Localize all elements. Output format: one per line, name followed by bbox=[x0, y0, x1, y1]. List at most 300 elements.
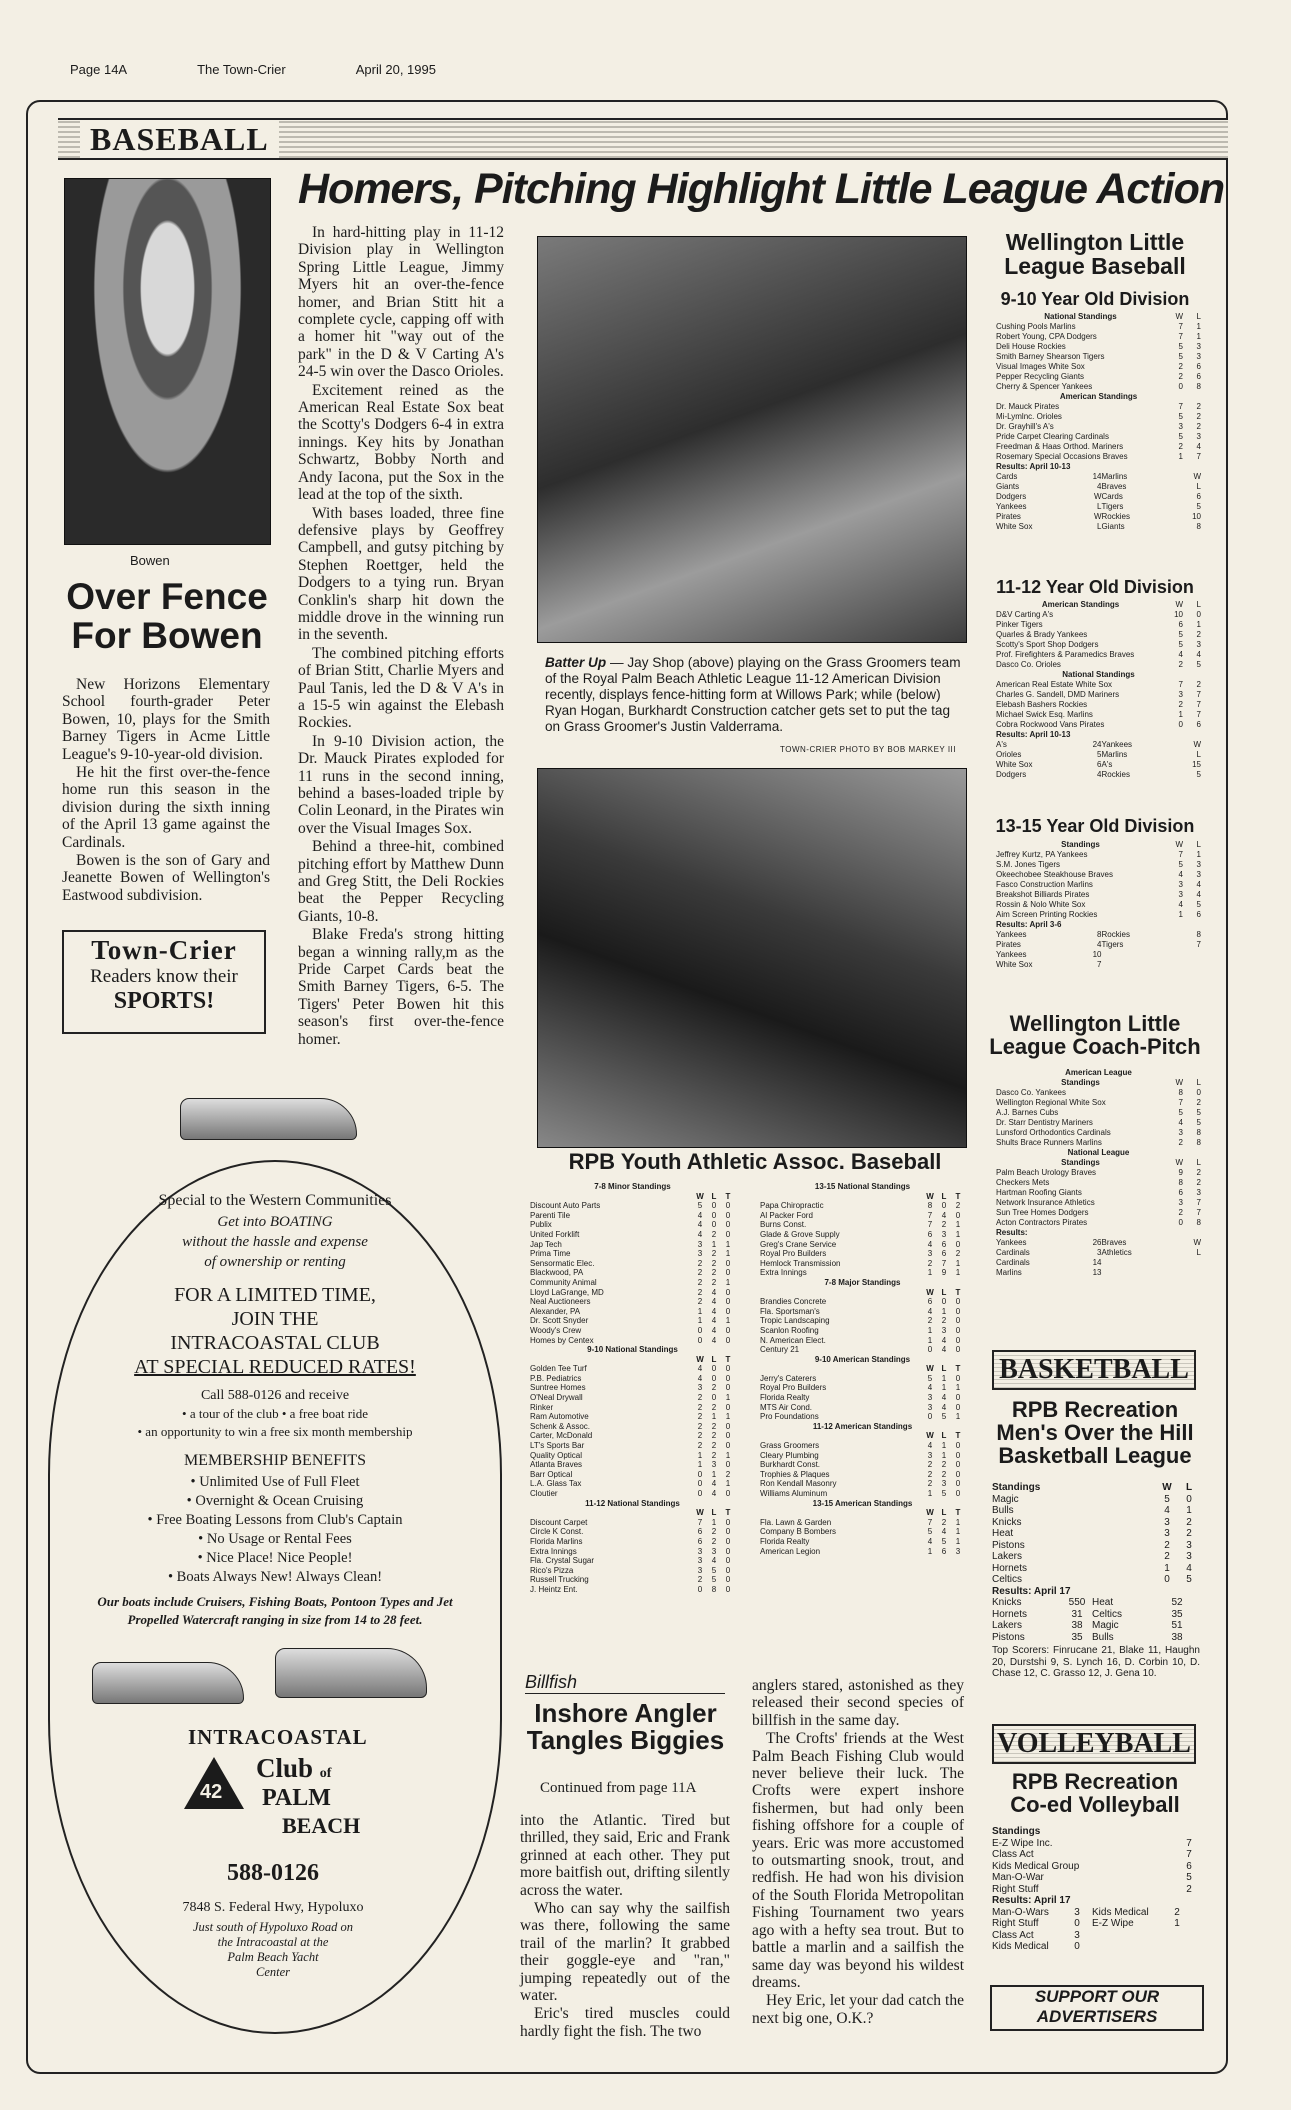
result-cell: 8 bbox=[1196, 522, 1201, 531]
bowen-title bbox=[52, 578, 282, 656]
ad-line: JOIN THE bbox=[231, 1308, 319, 1330]
div1112-title: 11-12 Year Old Division bbox=[996, 577, 1194, 597]
vb-title-line: RPB Recreation bbox=[1011, 1769, 1179, 1794]
standings-row: Suntree Homes 3 2 0 bbox=[530, 1383, 731, 1393]
logo-text: BEACH bbox=[282, 1813, 361, 1838]
standings-row: Al Packer Ford 7 4 0 bbox=[760, 1210, 961, 1220]
result-cell: 8 bbox=[1196, 930, 1201, 939]
standings-row: Grass Groomers 4 1 0 bbox=[760, 1441, 961, 1451]
ad-line: Special to the Western Communities bbox=[158, 1192, 392, 1209]
standings-row: Barr Optical 0 1 2 bbox=[530, 1469, 731, 1479]
am-league-header: American League bbox=[1065, 1068, 1132, 1077]
headline: Homers, Pitching Highlight Little League Action bbox=[298, 165, 1225, 213]
result-cell: Pirates bbox=[996, 940, 1021, 949]
result-cell: W bbox=[1193, 472, 1201, 481]
standings-row: Burns Const. 7 2 1 bbox=[760, 1220, 961, 1230]
page-header bbox=[70, 62, 436, 77]
standings-row: Class Act 7 bbox=[992, 1849, 1192, 1860]
result-cell: 6 bbox=[1196, 492, 1201, 501]
standings-row: Quarles & Brady Yankees 5 2 bbox=[996, 630, 1201, 639]
standings-row: LT's Sports Bar 2 2 0 bbox=[530, 1441, 731, 1451]
results-header: Results: April 3-6 bbox=[996, 920, 1062, 929]
standings-row: Hornets 1 4 bbox=[992, 1562, 1192, 1574]
standings-row: Kids Medical 0 bbox=[992, 1941, 1080, 1952]
result-cell: W bbox=[1193, 1238, 1201, 1247]
result-cell: A's bbox=[996, 740, 1007, 749]
town-crier-logo: Town-Crier bbox=[91, 935, 237, 965]
standings-row: Lunsford Orthodontics Cardinals 3 8 bbox=[996, 1128, 1201, 1137]
bowen-photo bbox=[64, 178, 271, 545]
result-cell: 15 bbox=[1192, 760, 1201, 769]
minor-header: 7-8 Minor Standings bbox=[594, 1182, 671, 1191]
caption-lead: Batter Up bbox=[545, 655, 607, 670]
am-header: American Standings bbox=[1059, 392, 1138, 401]
result-cell: Cards bbox=[996, 472, 1018, 481]
billfish-col1 bbox=[520, 1812, 730, 2041]
result-cell: 26 bbox=[1092, 1238, 1102, 1247]
standings-row: Pistons 35 Bulls 38 bbox=[992, 1631, 1183, 1643]
volleyball-bar: VOLLEYBALL bbox=[992, 1724, 1196, 1764]
standings-row: Robert Young, CPA Dodgers 7 1 bbox=[996, 332, 1201, 341]
benefit: • No Usage or Rental Fees bbox=[198, 1531, 352, 1547]
am2-header: American Standings bbox=[1041, 600, 1120, 609]
standings-row: Scanlon Roofing 1 3 0 bbox=[760, 1325, 961, 1335]
standings-row: Deli House Rockies 5 3 bbox=[996, 342, 1201, 351]
ad-line: FOR A LIMITED TIME, bbox=[174, 1284, 376, 1306]
results-header: Results: April 17 bbox=[992, 1585, 1071, 1597]
standings-row: S.M. Jones Tigers 5 3 bbox=[996, 860, 1201, 869]
standings-row: Jap Tech 3 1 1 bbox=[530, 1239, 731, 1249]
nat2-header: National Standings bbox=[1062, 670, 1135, 679]
standings-row: Discount Auto Parts 5 0 0 bbox=[530, 1201, 731, 1211]
standings-row: Ron Kendall Masonry 2 3 0 bbox=[760, 1479, 961, 1489]
paragraph: Bowen is the son of Gary and Jeanette Bowen of Wellington's Eastwood subdivision. bbox=[62, 852, 270, 904]
standings-row: Mi-Lymlnc. Orioles 5 2 bbox=[996, 412, 1201, 421]
a1315-header: 13-15 American Standings bbox=[812, 1498, 913, 1508]
support-line: ADVERTISERS bbox=[1036, 2007, 1158, 2026]
standings-row: Blackwood, PA 2 2 0 bbox=[530, 1268, 731, 1278]
ad-dir-line: Just south of Hypoluxo Road on bbox=[192, 1920, 354, 1934]
rpb-left-tables: 7-8 Minor Standings W L T Discount Auto Parts 5 0 0 Parenti Tile 4 0 0 Publix 4 0 0 United Forklift 4 2 0 Jap Tech 3 1 1 Prima Time 3 2 1 Sensormatic Elec. 2 2 0 Blackwood, PA 2 2 0 Community Animal 2 2 1 Lloyd LaGrange, MD 2 4 0 Neal Auctioneers 2 4 0 Alexander, PA 1 4 0 Dr. Scott Snyder 1 4 1 Woody's Crew 0 4 0 Homes by Centex 0 4 0 9-10 National Standings W L T Golden Tee Turf 4 0 0 P.B. Pediatrics 4 0 0 Suntree Homes 3 2 0 O'Neal Drywall 2 0 1 Rinker 2 2 0 Ram Automotive 2 1 1 Schenk & Assoc. 2 2 0 Carter, McDonald 2 2 0 LT's Sports Bar 2 2 0 Quality Optical 1 2 1 Atlanta Braves 1 3 0 Barr Optical 0 1 2 L.A. Glass Tax 0 4 1 Cloutier 0 4 0 11-12 National Standings W L T Discount Carpet 7 1 0 Circle K Const. 6 2 0 Florida Marlins 6 2 0 Extra Innings 3 3 0 Fla. Crystal Sugar 3 4 0 Rico's Pizza 3 5 0 Russell Trucking 2 5 0 J. Heintz Ent. 0 8 0 bbox=[530, 1182, 735, 1595]
standings-row: Carter, McDonald 2 2 0 bbox=[530, 1431, 731, 1441]
ad-line: • an opportunity to win a free six month membership bbox=[137, 1424, 413, 1439]
logo-text: Club bbox=[256, 1753, 314, 1783]
standings-row: Network Insurance Athletics 3 7 bbox=[996, 1198, 1201, 1207]
paragraph: Excitement reined as the American Real Estate Sox beat the Scotty's Dodgers 6-4 in extra innings. Key hits by Jonathan Schwartz, Bobby North and Andy Iacona, put the Sox in the lead at the top of the sixth. bbox=[298, 381, 504, 504]
support-line: SUPPORT OUR bbox=[1034, 1987, 1160, 2006]
ad-line: Propelled Watercraft ranging in size from 14 to 28 feet. bbox=[127, 1612, 423, 1627]
batter-photo bbox=[537, 236, 967, 643]
standings-row: Prof. Firefighters & Paramedics Braves 4 4 bbox=[996, 650, 1201, 659]
result-cell: Marlins bbox=[996, 1268, 1022, 1277]
rpb-right-tables: 13-15 National Standings W L T Papa Chiropractic 8 0 2 Al Packer Ford 7 4 0 Burns Const. 7 2 1 Glade & Grove Supply 6 3 1 Greg's Crane Service 4 6 0 Royal Pro Builders 3 6 2 Hemlock Transmission 2 7 1 Extra Innings 1 9 1 7-8 Major Standings W L T Brandies Concrete 6 0 0 Fla. Sportsman's 4 1 0 Tropic Landscaping 2 2 0 Scanlon Roofing 1 3 0 N. American Elect. 1 4 0 Century 21 0 4 0 9-10 American Standings W L T Jerry's Caterers 5 1 0 Royal Pro Builders 4 1 1 Florida Realty 3 4 0 MTS Air Cond. 3 4 0 Pro Foundations 0 5 1 11-12 American Standings W L T Grass Groomers 4 1 0 Cleary Plumbing 3 1 0 Burkhardt Const. 2 2 0 Trophies & Plaques 2 2 0 Ron Kendall Masonry 2 3 0 Williams Aluminum 1 5 0 13-15 American Standings W L T Fla. Lawn & Garden 7 2 1 Company B Bombers 5 4 1 Florida Realty 4 5 1 American Legion 1 6 3 bbox=[760, 1182, 965, 1556]
billfish-title-line1: Inshore Angler bbox=[534, 1698, 717, 1728]
volleyball-title bbox=[985, 1770, 1205, 1816]
result-cell bbox=[1181, 960, 1201, 970]
standings-row: Company B Bombers 5 4 1 bbox=[760, 1527, 961, 1537]
result-cell: W bbox=[1093, 512, 1102, 521]
div910-title: 9-10 Year Old Division bbox=[1000, 289, 1190, 309]
volleyball-standings bbox=[992, 1826, 1200, 1953]
ad-address: 7848 S. Federal Hwy, Hypoluxo bbox=[182, 1900, 364, 1915]
wll-1112-standings: American Standings W L D&V Carting A's 10 0 Pinker Tigers 6 1 Quarles & Brady Yankees 5 2 Scotty's Sport Shop Dodgers 5 3 Prof. Firefighters & Paramedics Braves 4 4 Dasco Co. Orioles 2 5 National Standings American Real Estate White Sox 7 2 Charles G. Sandell, DMD Mariners 3 7 Elebash Bashers Rockies 2 7 Michael Swick Esq. Marlins 1 7 Cobra Rockwood Vans Pirates 0 6 Results: April 10-13 A's 24 Yankees W Orioles 5 Marlins L White Sox 6 A's 15 Dodgers 4 Rockies 5 bbox=[996, 600, 1201, 779]
a1112-header: 11-12 American Standings bbox=[812, 1421, 913, 1431]
result-cell bbox=[1181, 1258, 1201, 1268]
standings-row: Lakers 2 3 bbox=[992, 1551, 1192, 1562]
standings-row: J. Heintz Ent. 0 8 0 bbox=[530, 1584, 731, 1594]
standings-row: Jeffrey Kurtz, PA Yankees 7 1 bbox=[996, 850, 1201, 859]
section-title: BASEBALL bbox=[80, 120, 279, 158]
standings-row: Michael Swick Esq. Marlins 1 7 bbox=[996, 710, 1201, 719]
div1315-title: 13-15 Year Old Division bbox=[995, 816, 1195, 836]
standings-row: E-Z Wipe Inc. 7 bbox=[992, 1837, 1192, 1849]
logo-text: INTRACOASTAL bbox=[188, 1725, 368, 1749]
standings-row: Dasco Co. Orioles 2 5 bbox=[996, 660, 1201, 669]
paragraph: Eric's tired muscles could hardly fight the fish. The two bbox=[520, 2005, 730, 2040]
standings-row: Rinker 2 2 0 bbox=[530, 1402, 731, 1412]
standings-row: Shults Brace Runners Marlins 2 8 bbox=[996, 1138, 1201, 1147]
result-cell: Rockies bbox=[1101, 930, 1130, 939]
standings-row: O'Neal Drywall 2 0 1 bbox=[530, 1393, 731, 1403]
ad-phone: 588-0126 bbox=[227, 1860, 319, 1886]
benefit: • Free Boating Lessons from Club's Captain bbox=[147, 1512, 403, 1528]
standings-row: Knicks 550 Heat 52 bbox=[992, 1597, 1183, 1608]
paragraph: Behind a three-hit, combined pitching effort by Matthew Dunn and Greg Stitt, the Deli Rockies beat the Pepper Recycling Giants, 10-8. bbox=[298, 838, 504, 925]
ad-line: Our boats include Cruisers, Fishing Boats, Pontoon Types and Jet bbox=[97, 1594, 453, 1609]
result-cell: 10 bbox=[1092, 950, 1102, 959]
standings-row: Breakshot Billiards Pirates 3 4 bbox=[996, 890, 1201, 899]
result-cell: Rockies bbox=[1101, 770, 1130, 779]
paragraph: New Horizons Elementary School fourth-grader Peter Bowen, 10, plays for the Smith Barney Tigers in Acme Little League's 9-10-year-old division. bbox=[62, 676, 270, 763]
vb-title-line: Co-ed Volleyball bbox=[1010, 1792, 1180, 1818]
result-cell bbox=[1102, 1258, 1182, 1268]
paragraph: In hard-hitting play in 11-12 Division play in Wellington Spring Little League, Jimmy Myers hit an over-the-fence homer, and Brian Stitt hit a complete cycle, capping off with a homer hit "way out of the park" in the D & V Carting A's 24-5 win over the Dasco Orioles. bbox=[298, 224, 504, 381]
standings-row: Extra Innings 3 3 0 bbox=[530, 1546, 731, 1556]
standings-row: Community Animal 2 2 1 bbox=[530, 1277, 731, 1287]
paragraph: into the Atlantic. Tired but thrilled, they said, Eric and Frank grinned at each other. They put more baitfish out, drifting silently across the water. bbox=[520, 1812, 730, 1899]
logo-number: 42 bbox=[200, 1781, 223, 1803]
standings-row: Hemlock Transmission 2 7 1 bbox=[760, 1258, 961, 1268]
result-cell: 14 bbox=[1092, 1258, 1102, 1267]
paragraph: The combined pitching efforts of Brian Stitt, Charlie Myers and Paul Tanis, led the D & V A's in a 15-5 win against the Elebash Rockies. bbox=[298, 644, 504, 732]
col-w: W bbox=[1162, 1482, 1172, 1493]
result-cell: Yankees bbox=[996, 1238, 1027, 1247]
result-cell: Marlins bbox=[1101, 750, 1128, 759]
ad-dir-line: Palm Beach Yacht bbox=[227, 1950, 319, 1964]
standings-row: Williams Aluminum 1 5 0 bbox=[760, 1489, 961, 1498]
paragraph: The Crofts' friends at the West Palm Beach Fishing Club would never believe their luck. The Crofts were expert inshore fishermen, but had only been fishing offshore for a couple of years. Eric was more accustomed to outsmarting snook, trout, and redfish. He had won his division of the South Florida Metropolitan Fishing Tournament two years ago with a hefty sea trout. But to battle a marlin and a sailfish the same day was beyond his wildest dreams. bbox=[752, 1730, 964, 1991]
result-cell: 13 bbox=[1092, 1268, 1102, 1277]
standings-row: Elebash Bashers Rockies 2 7 bbox=[996, 700, 1201, 709]
standings-row: Dr. Scott Snyder 1 4 1 bbox=[530, 1316, 731, 1326]
result-cell: Braves bbox=[1101, 482, 1127, 491]
benefit: • Boats Always New! Always Clean! bbox=[167, 1569, 383, 1585]
result-cell: Cards bbox=[1101, 492, 1123, 501]
result-cell: 8 bbox=[1097, 930, 1102, 939]
standings-row: United Forklift 4 2 0 bbox=[530, 1229, 731, 1239]
nl-header: National League bbox=[1067, 1148, 1130, 1157]
standings-row: Extra Innings 1 9 1 bbox=[760, 1268, 961, 1278]
bb-title-line: RPB Recreation bbox=[1011, 1397, 1179, 1422]
ad-line: • a tour of the club • a free boat ride bbox=[182, 1406, 368, 1421]
main-story bbox=[298, 224, 504, 1049]
paragraph: With bases loaded, three fine defensive plays by Geoffrey Campbell, and gutsy pitching by Stephen Roettger, held the Dodgers to a tying run. Bryan Conklin's sharp hit down the middle drove in the winning run in the seventh. bbox=[298, 504, 504, 644]
standings-row: Fla. Crystal Sugar 3 4 0 bbox=[530, 1556, 731, 1566]
result-cell: 5 bbox=[1196, 502, 1201, 511]
standings-row: Discount Carpet 7 1 0 bbox=[530, 1517, 731, 1527]
bb-title-line: Basketball League bbox=[998, 1443, 1192, 1469]
standings-row: Tropic Landscaping 2 2 0 bbox=[760, 1316, 961, 1326]
result-cell: 5 bbox=[1097, 750, 1102, 759]
results-header: Results: April 17 bbox=[992, 1895, 1071, 1906]
boat-illustration bbox=[275, 1648, 427, 1698]
benefit: • Unlimited Use of Full Fleet bbox=[190, 1474, 360, 1490]
paragraph: anglers stared, astonished as they released their second species of billfish in the same day. bbox=[752, 1677, 964, 1729]
standings-row: Neal Auctioneers 2 4 0 bbox=[530, 1297, 731, 1307]
ad-line: of ownership or renting bbox=[204, 1254, 346, 1270]
result-cell: Tigers bbox=[1101, 940, 1124, 949]
wll-title-line2: League Baseball bbox=[1004, 253, 1186, 280]
standings-row: Visual Images White Sox 2 6 bbox=[996, 362, 1201, 371]
result-cell: Yankees bbox=[1101, 740, 1133, 749]
wll-910-standings: National Standings W L Cushing Pools Marlins 7 1 Robert Young, CPA Dodgers 7 1 Deli House Rockies 5 3 Smith Barney Shearson Tigers 5 3 Visual Images White Sox 2 6 Pepper Recycling Giants 2 6 Cherry & Spencer Yankees 0 8 American Standings Dr. Mauck Pirates 7 2 Mi-Lymlnc. Orioles 5 2 Dr. Grayhill's A's 3 2 Pride Carpet Clearing Cardinals 5 3 Freedman & Haas Orthod. Mariners 2 4 Rosemary Special Occasions Braves 1 7 Results: April 10-13 Cards 14 Marlins W Giants 4 Braves L Dodgers W Cards 6 Yankees L Tigers 5 Pirates W Rockies 10 White Sox L Giants 8 bbox=[996, 312, 1201, 531]
standings-row: Cherry & Spencer Yankees 0 8 bbox=[996, 382, 1201, 391]
standings-row: Burkhardt Const. 2 2 0 bbox=[760, 1460, 961, 1470]
standings-row: Cloutier 0 4 0 bbox=[530, 1489, 731, 1498]
standings-row: Florida Realty 4 5 1 bbox=[760, 1536, 961, 1546]
col-l: L bbox=[1185, 1482, 1193, 1493]
paragraph: Blake Freda's strong hitting began a winning rally,m as the Pride Carpet Cards beat the Smith Barney Tigers, 6-5. The Tigers' Peter Bowen hit this season's first over-the-fence homer. bbox=[298, 926, 504, 1048]
coach-title bbox=[985, 1012, 1205, 1058]
result-cell bbox=[1181, 950, 1201, 960]
result-cell bbox=[1181, 1268, 1201, 1278]
ad-directions bbox=[48, 1920, 498, 1980]
billfish-title bbox=[518, 1700, 733, 1755]
standings-row: Pro Foundations 0 5 1 bbox=[760, 1412, 961, 1422]
st-header: Standings bbox=[1061, 1158, 1100, 1167]
photo-caption bbox=[545, 655, 963, 735]
standings-row: Cushing Pools Marlins 7 1 bbox=[996, 322, 1201, 331]
st-header: Standings bbox=[1061, 840, 1100, 849]
result-cell: W bbox=[1193, 740, 1201, 749]
wll-title bbox=[990, 230, 1200, 278]
standings-row: D&V Carting A's 10 0 bbox=[996, 610, 1201, 619]
result-cell: Yankees bbox=[996, 502, 1027, 511]
standings-row: Fla. Sportsman's 4 1 0 bbox=[760, 1306, 961, 1316]
result-cell: Braves bbox=[1101, 1238, 1127, 1247]
result-cell: 4 bbox=[1097, 482, 1102, 491]
standings-row: Woody's Crew 0 4 0 bbox=[530, 1325, 731, 1335]
standings-row: Hornets 31 Celtics 35 bbox=[992, 1608, 1183, 1620]
ad-line: Call 588-0126 and receive bbox=[200, 1388, 350, 1403]
bowen-story bbox=[62, 676, 270, 905]
billfish-kicker: Billfish bbox=[525, 1672, 725, 1694]
standings-row: Hartman Roofing Giants 6 3 bbox=[996, 1188, 1201, 1197]
standings-row: Fasco Construction Marlins 3 4 bbox=[996, 880, 1201, 889]
standings-row: Florida Marlins 6 2 0 bbox=[530, 1536, 731, 1546]
town-crier-promo bbox=[62, 930, 266, 1034]
standings-row: Cleary Plumbing 3 1 0 bbox=[760, 1450, 961, 1460]
result-cell: Marlins bbox=[1101, 472, 1128, 481]
result-cell: 6 bbox=[1097, 760, 1102, 769]
paragraph: He hit the first over-the-fence home run this season in the division during the sixth inning of the April 13 game against the Cardinals. bbox=[62, 764, 270, 851]
bowen-title-line2: For Bowen bbox=[71, 614, 263, 656]
result-cell: Tigers bbox=[1101, 502, 1124, 511]
standings-row: A.J. Barnes Cubs 5 5 bbox=[996, 1108, 1201, 1117]
standings-row: Prima Time 3 2 1 bbox=[530, 1249, 731, 1259]
standings-row: American Real Estate White Sox 7 2 bbox=[996, 680, 1201, 689]
rpb-title: RPB Youth Athletic Assoc. Baseball bbox=[568, 1149, 942, 1174]
result-cell: Yankees bbox=[996, 950, 1027, 959]
standings-row: Right Stuff 0 E-Z Wipe 1 bbox=[992, 1918, 1180, 1929]
ad-dir-line: Center bbox=[255, 1965, 291, 1979]
club-logo bbox=[170, 1725, 390, 1845]
result-cell: Dodgers bbox=[996, 770, 1027, 779]
result-cell: W bbox=[1093, 492, 1102, 501]
basketball-title bbox=[985, 1398, 1205, 1467]
result-cell: L bbox=[1097, 502, 1102, 511]
basketball-bar: BASKETBALL bbox=[992, 1350, 1196, 1390]
photo-credit: TOWN-CRIER PHOTO BY BOB MARKEY III bbox=[780, 745, 956, 754]
result-cell: Giants bbox=[1101, 522, 1125, 531]
standings-row: Magic 5 0 bbox=[992, 1493, 1192, 1505]
standings-row: Schenk & Assoc. 2 2 0 bbox=[530, 1421, 731, 1431]
result-cell: 4 bbox=[1097, 770, 1102, 779]
standings-row: Celtics 0 5 bbox=[992, 1574, 1192, 1585]
result-cell: 7 bbox=[1097, 960, 1102, 969]
standings-row: Sun Tree Homes Dodgers 2 7 bbox=[996, 1208, 1201, 1217]
nat-header: National Standings bbox=[1044, 312, 1117, 321]
result-cell: Athletics bbox=[1101, 1248, 1132, 1257]
result-cell: A's bbox=[1101, 760, 1113, 769]
page-number: Page 14A bbox=[70, 62, 128, 77]
standings-row: Pride Carpet Clearing Cardinals 5 3 bbox=[996, 432, 1201, 441]
standings-row: Heat 3 2 bbox=[992, 1528, 1192, 1539]
standings-row: Knicks 3 2 bbox=[992, 1516, 1192, 1528]
wll-title-line1: Wellington Little bbox=[1005, 229, 1185, 255]
coach-title-line2: League Coach-Pitch bbox=[989, 1034, 1201, 1060]
benefit: • Overnight & Ocean Cruising bbox=[186, 1493, 364, 1509]
n1112-header: 11-12 National Standings bbox=[585, 1498, 680, 1508]
result-cell: 4 bbox=[1097, 940, 1102, 949]
standings-row: Rico's Pizza 3 5 0 bbox=[530, 1565, 731, 1575]
result-cell: L bbox=[1196, 482, 1201, 491]
result-cell bbox=[1102, 1268, 1182, 1278]
standings-row: Class Act 3 bbox=[992, 1929, 1080, 1941]
standings-row: Checkers Mets 8 2 bbox=[996, 1178, 1201, 1187]
standings-row: Right Stuff 2 bbox=[992, 1883, 1192, 1895]
standings-row: Lloyd LaGrange, MD 2 4 0 bbox=[530, 1287, 731, 1297]
result-cell: 5 bbox=[1196, 770, 1201, 779]
standings-row: Brandies Concrete 6 0 0 bbox=[760, 1297, 961, 1307]
standings-row: L.A. Glass Tax 0 4 1 bbox=[530, 1479, 731, 1489]
logo-text: PALM bbox=[262, 1785, 331, 1811]
bowen-photo-caption: Bowen bbox=[130, 553, 170, 568]
standings-row: Publix 4 0 0 bbox=[530, 1220, 731, 1230]
standings-row: Quality Optical 1 2 1 bbox=[530, 1450, 731, 1460]
results-header: Results: April 10-13 bbox=[996, 730, 1071, 739]
standings-row: Palm Beach Urology Braves 9 2 bbox=[996, 1168, 1201, 1177]
issue-date: April 20, 1995 bbox=[355, 62, 436, 77]
result-cell: 14 bbox=[1092, 472, 1102, 481]
standings-row: Acton Contractors Pirates 0 8 bbox=[996, 1218, 1201, 1227]
result-cell: L bbox=[1196, 1248, 1201, 1257]
benefit: • Nice Place! Nice People! bbox=[197, 1550, 353, 1566]
standings-row: Freedman & Haas Orthod. Mariners 2 4 bbox=[996, 442, 1201, 451]
n1315-header: 13-15 National Standings bbox=[814, 1182, 911, 1191]
maj-header: 7-8 Major Standings bbox=[824, 1277, 901, 1287]
result-cell: White Sox bbox=[996, 760, 1033, 769]
standings-row: MTS Air Cond. 3 4 0 bbox=[760, 1402, 961, 1412]
standings-row: American Legion 1 6 3 bbox=[760, 1546, 961, 1556]
standings-row: Charles G. Sandell, DMD Mariners 3 7 bbox=[996, 690, 1201, 699]
standings-row: Pistons 2 3 bbox=[992, 1539, 1192, 1551]
standings-row: Century 21 0 4 0 bbox=[760, 1345, 961, 1355]
standings-row: Trophies & Plaques 2 2 0 bbox=[760, 1469, 961, 1479]
standings-row: Okeechobee Steakhouse Braves 4 3 bbox=[996, 870, 1201, 879]
standings-row: Fla. Lawn & Garden 7 2 1 bbox=[760, 1517, 961, 1527]
ad-dir-line: the Intracoastal at the bbox=[217, 1935, 329, 1949]
paragraph: Who can say why the sailfish was there, following the same trail of the marlin? It grabbed their goggle-eye and "ran," jumping repeatedly out of the water. bbox=[520, 1900, 730, 2005]
result-cell: L bbox=[1097, 522, 1102, 531]
catcher-photo bbox=[537, 768, 967, 1148]
standings-row: Parenti Tile 4 0 0 bbox=[530, 1210, 731, 1220]
standings-row: Dr. Grayhill's A's 3 2 bbox=[996, 422, 1201, 431]
ad-line: Get into BOATING bbox=[217, 1214, 333, 1230]
standings-row: Royal Pro Builders 3 6 2 bbox=[760, 1249, 961, 1259]
result-cell: Pirates bbox=[996, 512, 1021, 521]
standings-row: Pepper Recycling Giants 2 6 bbox=[996, 372, 1201, 381]
standings-row: N. American Elect. 1 4 0 bbox=[760, 1335, 961, 1345]
ad-line: INTRACOASTAL CLUB bbox=[170, 1332, 380, 1354]
ad-line: MEMBERSHIP BENEFITS bbox=[183, 1452, 367, 1469]
standings-row: P.B. Pediatrics 4 0 0 bbox=[530, 1373, 731, 1383]
paragraph: Hey Eric, let your dad catch the next big one, O.K.? bbox=[752, 1992, 964, 2027]
billfish-title-line2: Tangles Biggies bbox=[526, 1725, 725, 1756]
standings-row: Wellington Regional White Sox 7 2 bbox=[996, 1098, 1201, 1107]
wll-1315-standings: Standings W L Jeffrey Kurtz, PA Yankees 7 1 S.M. Jones Tigers 5 3 Okeechobee Steakhouse Braves 4 3 Fasco Construction Marlins 3 4 Breakshot Billiards Pirates 3 4 Rossin & Nolo White Sox 4 5 Aim Screen Printing Rockies 1 6 Results: April 3-6 Yankees 8 Rockies 8 Pirates 4 Tigers 7 Yankees 10 White Sox 7 bbox=[996, 840, 1201, 969]
standings-row: Rossin & Nolo White Sox 4 5 bbox=[996, 900, 1201, 909]
standings-row: Rosemary Special Occasions Braves 1 7 bbox=[996, 452, 1201, 461]
standings-row: Dasco Co. Yankees 8 0 bbox=[996, 1088, 1201, 1097]
ad-line: AT SPECIAL REDUCED RATES! bbox=[134, 1356, 416, 1378]
bb-title-line: Men's Over the Hill bbox=[996, 1420, 1194, 1446]
a910-header: 9-10 American Standings bbox=[814, 1354, 911, 1364]
result-cell: Cardinals bbox=[996, 1248, 1030, 1257]
standings-row: Man-O-Wars 3 Kids Medical 2 bbox=[992, 1906, 1180, 1918]
n910-header: 9-10 National Standings bbox=[587, 1345, 678, 1355]
standings-row: Pinker Tigers 6 1 bbox=[996, 620, 1201, 629]
standings-row: Scotty's Sport Shop Dodgers 5 3 bbox=[996, 640, 1201, 649]
result-cell: L bbox=[1196, 750, 1201, 759]
standings-row: Dr. Mauck Pirates 7 2 bbox=[996, 402, 1201, 411]
standings-row: Russell Trucking 2 5 0 bbox=[530, 1575, 731, 1585]
result-cell: Dodgers bbox=[996, 492, 1027, 501]
standings-row: Atlanta Braves 1 3 0 bbox=[530, 1460, 731, 1470]
logo-text: of bbox=[319, 1766, 332, 1781]
standings-row: Papa Chiropractic 8 0 2 bbox=[760, 1201, 961, 1211]
standings-row: Ram Automotive 2 1 1 bbox=[530, 1412, 731, 1422]
st-header: Standings bbox=[992, 1482, 1041, 1493]
paragraph: In 9-10 Division action, the Dr. Mauck Pirates exploded for 11 runs in the second inning, behind a bases-loaded triple by Colin Leonard, in the Pirates win over the Visual Images Sox. bbox=[298, 732, 504, 837]
result-cell: Cardinals bbox=[996, 1258, 1030, 1267]
standings-row: Kids Medical Group 6 bbox=[992, 1860, 1192, 1872]
boat-illustration bbox=[180, 1098, 357, 1140]
coach-standings: American League Standings W L Dasco Co. Yankees 8 0 Wellington Regional White Sox 7 2 A.J. Barnes Cubs 5 5 Dr. Starr Dentistry Mariners 4 5 Lunsford Orthodontics Cardinals 3 8 Shults Brace Runners Marlins 2 8 National League Standings W L Palm Beach Urology Braves 9 2 Checkers Mets 8 2 Hartman Roofing Giants 6 3 Network Insurance Athletics 3 7 Sun Tree Homes Dodgers 2 7 Acton Contractors Pirates 0 8 Results: Yankees 26 Braves W Cardinals 3 Athletics L Cardinals 14 Marlins 13 bbox=[996, 1068, 1201, 1277]
support-advertisers-box bbox=[990, 1985, 1204, 2031]
promo-line: Readers know their bbox=[90, 966, 238, 987]
standings-row: Alexander, PA 1 4 0 bbox=[530, 1306, 731, 1316]
